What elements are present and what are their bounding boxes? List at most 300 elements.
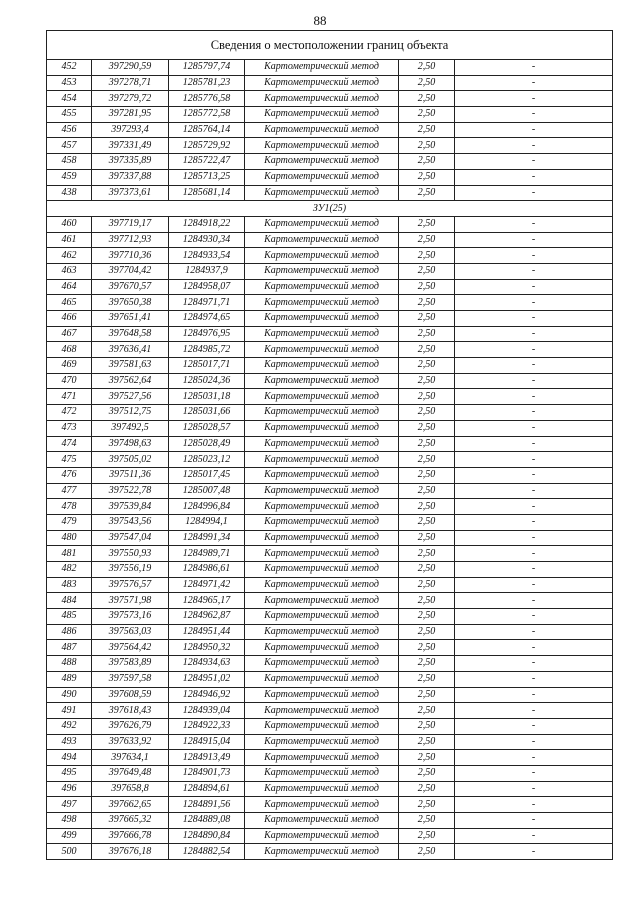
table-row <box>47 452 613 468</box>
point-number-cell: 489 <box>47 671 92 687</box>
y-coordinate-cell: 1285772,58 <box>169 107 245 123</box>
point-number-cell: 474 <box>47 436 92 452</box>
table-row <box>47 185 613 201</box>
point-number-cell: 487 <box>47 640 92 656</box>
method-cell: Картометрический метод <box>245 797 399 813</box>
method-cell: Картометрический метод <box>245 248 399 264</box>
accuracy-cell: 2,50 <box>399 295 455 311</box>
table-row <box>47 373 613 389</box>
accuracy-cell: 2,50 <box>399 562 455 578</box>
y-coordinate-cell: 1284989,71 <box>169 546 245 562</box>
point-number-cell: 481 <box>47 546 92 562</box>
description-cell: - <box>455 703 613 719</box>
method-cell: Картометрический метод <box>245 60 399 76</box>
method-cell: Картометрический метод <box>245 295 399 311</box>
y-coordinate-cell: 1285028,49 <box>169 436 245 452</box>
method-cell: Картометрический метод <box>245 499 399 515</box>
table-row <box>47 138 613 154</box>
y-coordinate-cell: 1284922,33 <box>169 718 245 734</box>
method-cell: Картометрический метод <box>245 813 399 829</box>
description-cell: - <box>455 624 613 640</box>
accuracy-cell: 2,50 <box>399 263 455 279</box>
description-cell: - <box>455 185 613 201</box>
method-cell: Картометрический метод <box>245 467 399 483</box>
point-number-cell: 477 <box>47 483 92 499</box>
accuracy-cell: 2,50 <box>399 452 455 468</box>
point-number-cell: 480 <box>47 530 92 546</box>
y-coordinate-cell: 1284891,56 <box>169 797 245 813</box>
point-number-cell: 454 <box>47 91 92 107</box>
y-coordinate-cell: 1284971,42 <box>169 577 245 593</box>
point-number-cell: 497 <box>47 797 92 813</box>
y-coordinate-cell: 1284951,44 <box>169 624 245 640</box>
description-cell: - <box>455 577 613 593</box>
accuracy-cell: 2,50 <box>399 185 455 201</box>
x-coordinate-cell: 397512,75 <box>92 405 169 421</box>
y-coordinate-cell: 1284915,04 <box>169 734 245 750</box>
y-coordinate-cell: 1285722,47 <box>169 154 245 170</box>
table-row <box>47 295 613 311</box>
x-coordinate-cell: 397556,19 <box>92 562 169 578</box>
description-cell: - <box>455 138 613 154</box>
table-row <box>47 624 613 640</box>
description-cell: - <box>455 232 613 248</box>
x-coordinate-cell: 397498,63 <box>92 436 169 452</box>
table-row <box>47 781 613 797</box>
y-coordinate-cell: 1284937,9 <box>169 263 245 279</box>
point-number-cell: 464 <box>47 279 92 295</box>
boundary-coordinates-table <box>46 30 613 860</box>
description-cell: - <box>455 530 613 546</box>
table-row <box>47 671 613 687</box>
point-number-cell: 471 <box>47 389 92 405</box>
point-number-cell: 483 <box>47 577 92 593</box>
x-coordinate-cell: 397281,95 <box>92 107 169 123</box>
table-row <box>47 797 613 813</box>
table-row <box>47 248 613 264</box>
x-coordinate-cell: 397651,41 <box>92 311 169 327</box>
y-coordinate-cell: 1284985,72 <box>169 342 245 358</box>
accuracy-cell: 2,50 <box>399 138 455 154</box>
accuracy-cell: 2,50 <box>399 169 455 185</box>
table-row <box>47 107 613 123</box>
x-coordinate-cell: 397626,79 <box>92 718 169 734</box>
x-coordinate-cell: 397550,93 <box>92 546 169 562</box>
y-coordinate-cell: 1284996,84 <box>169 499 245 515</box>
accuracy-cell: 2,50 <box>399 718 455 734</box>
x-coordinate-cell: 397662,65 <box>92 797 169 813</box>
table-row <box>47 342 613 358</box>
method-cell: Картометрический метод <box>245 530 399 546</box>
accuracy-cell: 2,50 <box>399 734 455 750</box>
method-cell: Картометрический метод <box>245 232 399 248</box>
y-coordinate-cell: 1285729,92 <box>169 138 245 154</box>
description-cell: - <box>455 813 613 829</box>
accuracy-cell: 2,50 <box>399 405 455 421</box>
x-coordinate-cell: 397278,71 <box>92 75 169 91</box>
x-coordinate-cell: 397658,8 <box>92 781 169 797</box>
y-coordinate-cell: 1285023,12 <box>169 452 245 468</box>
x-coordinate-cell: 397634,1 <box>92 750 169 766</box>
point-number-cell: 463 <box>47 263 92 279</box>
x-coordinate-cell: 397337,88 <box>92 169 169 185</box>
point-number-cell: 484 <box>47 593 92 609</box>
point-number-cell: 473 <box>47 420 92 436</box>
table-row <box>47 640 613 656</box>
table-row <box>47 405 613 421</box>
accuracy-cell: 2,50 <box>399 326 455 342</box>
section-label: ЗУ1(25) <box>47 201 613 217</box>
method-cell: Картометрический метод <box>245 624 399 640</box>
y-coordinate-cell: 1285024,36 <box>169 373 245 389</box>
table-row <box>47 593 613 609</box>
point-number-cell: 457 <box>47 138 92 154</box>
table-title-row <box>47 31 613 60</box>
method-cell: Картометрический метод <box>245 154 399 170</box>
x-coordinate-cell: 397573,16 <box>92 609 169 625</box>
x-coordinate-cell: 397522,78 <box>92 483 169 499</box>
accuracy-cell: 2,50 <box>399 813 455 829</box>
description-cell: - <box>455 420 613 436</box>
table-row <box>47 60 613 76</box>
method-cell: Картометрический метод <box>245 656 399 672</box>
page-number: 88 <box>313 13 327 28</box>
table-row <box>47 358 613 374</box>
table-row <box>47 687 613 703</box>
table-row <box>47 483 613 499</box>
x-coordinate-cell: 397562,64 <box>92 373 169 389</box>
table-row <box>47 326 613 342</box>
method-cell: Картометрический метод <box>245 342 399 358</box>
y-coordinate-cell: 1285017,45 <box>169 467 245 483</box>
x-coordinate-cell: 397597,58 <box>92 671 169 687</box>
y-coordinate-cell: 1285764,14 <box>169 122 245 138</box>
accuracy-cell: 2,50 <box>399 154 455 170</box>
point-number-cell: 456 <box>47 122 92 138</box>
x-coordinate-cell: 397335,89 <box>92 154 169 170</box>
method-cell: Картометрический метод <box>245 703 399 719</box>
table-row <box>47 609 613 625</box>
point-number-cell: 470 <box>47 373 92 389</box>
y-coordinate-cell: 1284890,84 <box>169 828 245 844</box>
description-cell: - <box>455 436 613 452</box>
y-coordinate-cell: 1285017,71 <box>169 358 245 374</box>
x-coordinate-cell: 397279,72 <box>92 91 169 107</box>
point-number-cell: 458 <box>47 154 92 170</box>
x-coordinate-cell: 397633,92 <box>92 734 169 750</box>
accuracy-cell: 2,50 <box>399 687 455 703</box>
x-coordinate-cell: 397563,03 <box>92 624 169 640</box>
method-cell: Картометрический метод <box>245 311 399 327</box>
table-row <box>47 734 613 750</box>
x-coordinate-cell: 397670,57 <box>92 279 169 295</box>
method-cell: Картометрический метод <box>245 122 399 138</box>
table-row <box>47 656 613 672</box>
accuracy-cell: 2,50 <box>399 577 455 593</box>
accuracy-cell: 2,50 <box>399 91 455 107</box>
y-coordinate-cell: 1284930,34 <box>169 232 245 248</box>
accuracy-cell: 2,50 <box>399 75 455 91</box>
point-number-cell: 469 <box>47 358 92 374</box>
accuracy-cell: 2,50 <box>399 828 455 844</box>
method-cell: Картометрический метод <box>245 514 399 530</box>
point-number-cell: 494 <box>47 750 92 766</box>
accuracy-cell: 2,50 <box>399 530 455 546</box>
accuracy-cell: 2,50 <box>399 609 455 625</box>
point-number-cell: 452 <box>47 60 92 76</box>
y-coordinate-cell: 1284918,22 <box>169 216 245 232</box>
table-title: Сведения о местоположении границ объекта <box>47 31 613 60</box>
description-cell: - <box>455 609 613 625</box>
y-coordinate-cell: 1285781,23 <box>169 75 245 91</box>
accuracy-cell: 2,50 <box>399 436 455 452</box>
y-coordinate-cell: 1284965,17 <box>169 593 245 609</box>
table-row <box>47 765 613 781</box>
y-coordinate-cell: 1284951,02 <box>169 671 245 687</box>
method-cell: Картометрический метод <box>245 373 399 389</box>
accuracy-cell: 2,50 <box>399 467 455 483</box>
table-row <box>47 216 613 232</box>
point-number-cell: 486 <box>47 624 92 640</box>
accuracy-cell: 2,50 <box>399 624 455 640</box>
point-number-cell: 482 <box>47 562 92 578</box>
x-coordinate-cell: 397583,89 <box>92 656 169 672</box>
point-number-cell: 488 <box>47 656 92 672</box>
section-header-row <box>47 201 613 217</box>
method-cell: Картометрический метод <box>245 75 399 91</box>
accuracy-cell: 2,50 <box>399 248 455 264</box>
point-number-cell: 492 <box>47 718 92 734</box>
table-row <box>47 467 613 483</box>
point-number-cell: 499 <box>47 828 92 844</box>
method-cell: Картометрический метод <box>245 185 399 201</box>
description-cell: - <box>455 154 613 170</box>
x-coordinate-cell: 397581,63 <box>92 358 169 374</box>
method-cell: Картометрический метод <box>245 765 399 781</box>
description-cell: - <box>455 311 613 327</box>
x-coordinate-cell: 397576,57 <box>92 577 169 593</box>
description-cell: - <box>455 216 613 232</box>
point-number-cell: 462 <box>47 248 92 264</box>
description-cell: - <box>455 342 613 358</box>
y-coordinate-cell: 1284913,49 <box>169 750 245 766</box>
table-row <box>47 828 613 844</box>
description-cell: - <box>455 452 613 468</box>
description-cell: - <box>455 279 613 295</box>
table-row <box>47 232 613 248</box>
point-number-cell: 475 <box>47 452 92 468</box>
method-cell: Картометрический метод <box>245 750 399 766</box>
y-coordinate-cell: 1285031,66 <box>169 405 245 421</box>
y-coordinate-cell: 1284901,73 <box>169 765 245 781</box>
table-row <box>47 577 613 593</box>
y-coordinate-cell: 1285681,14 <box>169 185 245 201</box>
point-number-cell: 478 <box>47 499 92 515</box>
point-number-cell: 479 <box>47 514 92 530</box>
method-cell: Картометрический метод <box>245 562 399 578</box>
accuracy-cell: 2,50 <box>399 750 455 766</box>
description-cell: - <box>455 389 613 405</box>
accuracy-cell: 2,50 <box>399 483 455 499</box>
description-cell: - <box>455 671 613 687</box>
y-coordinate-cell: 1285031,18 <box>169 389 245 405</box>
method-cell: Картометрический метод <box>245 609 399 625</box>
y-coordinate-cell: 1284991,34 <box>169 530 245 546</box>
y-coordinate-cell: 1284933,54 <box>169 248 245 264</box>
y-coordinate-cell: 1284934,63 <box>169 656 245 672</box>
x-coordinate-cell: 397618,43 <box>92 703 169 719</box>
table-row <box>47 499 613 515</box>
x-coordinate-cell: 397543,56 <box>92 514 169 530</box>
description-cell: - <box>455 687 613 703</box>
description-cell: - <box>455 514 613 530</box>
table-row <box>47 154 613 170</box>
x-coordinate-cell: 397636,41 <box>92 342 169 358</box>
x-coordinate-cell: 397547,04 <box>92 530 169 546</box>
description-cell: - <box>455 295 613 311</box>
point-number-cell: 468 <box>47 342 92 358</box>
point-number-cell: 453 <box>47 75 92 91</box>
accuracy-cell: 2,50 <box>399 389 455 405</box>
accuracy-cell: 2,50 <box>399 60 455 76</box>
y-coordinate-cell: 1284939,04 <box>169 703 245 719</box>
point-number-cell: 438 <box>47 185 92 201</box>
description-cell: - <box>455 765 613 781</box>
accuracy-cell: 2,50 <box>399 765 455 781</box>
x-coordinate-cell: 397608,59 <box>92 687 169 703</box>
x-coordinate-cell: 397290,59 <box>92 60 169 76</box>
description-cell: - <box>455 844 613 860</box>
table-row <box>47 718 613 734</box>
point-number-cell: 455 <box>47 107 92 123</box>
point-number-cell: 465 <box>47 295 92 311</box>
description-cell: - <box>455 107 613 123</box>
x-coordinate-cell: 397505,02 <box>92 452 169 468</box>
method-cell: Картометрический метод <box>245 844 399 860</box>
table-row <box>47 311 613 327</box>
accuracy-cell: 2,50 <box>399 122 455 138</box>
point-number-cell: 466 <box>47 311 92 327</box>
y-coordinate-cell: 1285028,57 <box>169 420 245 436</box>
accuracy-cell: 2,50 <box>399 107 455 123</box>
description-cell: - <box>455 562 613 578</box>
accuracy-cell: 2,50 <box>399 797 455 813</box>
accuracy-cell: 2,50 <box>399 420 455 436</box>
point-number-cell: 496 <box>47 781 92 797</box>
accuracy-cell: 2,50 <box>399 656 455 672</box>
x-coordinate-cell: 397710,36 <box>92 248 169 264</box>
y-coordinate-cell: 1285007,48 <box>169 483 245 499</box>
x-coordinate-cell: 397712,93 <box>92 232 169 248</box>
accuracy-cell: 2,50 <box>399 640 455 656</box>
description-cell: - <box>455 828 613 844</box>
point-number-cell: 495 <box>47 765 92 781</box>
table-row <box>47 279 613 295</box>
y-coordinate-cell: 1284974,65 <box>169 311 245 327</box>
table-row <box>47 436 613 452</box>
accuracy-cell: 2,50 <box>399 279 455 295</box>
accuracy-cell: 2,50 <box>399 514 455 530</box>
table-row <box>47 514 613 530</box>
description-cell: - <box>455 248 613 264</box>
table-row <box>47 122 613 138</box>
table-row <box>47 75 613 91</box>
accuracy-cell: 2,50 <box>399 546 455 562</box>
method-cell: Картометрический метод <box>245 405 399 421</box>
x-coordinate-cell: 397564,42 <box>92 640 169 656</box>
point-number-cell: 493 <box>47 734 92 750</box>
point-number-cell: 485 <box>47 609 92 625</box>
x-coordinate-cell: 397704,42 <box>92 263 169 279</box>
method-cell: Картометрический метод <box>245 671 399 687</box>
x-coordinate-cell: 397649,48 <box>92 765 169 781</box>
table-row <box>47 263 613 279</box>
x-coordinate-cell: 397511,36 <box>92 467 169 483</box>
table-row <box>47 169 613 185</box>
description-cell: - <box>455 373 613 389</box>
method-cell: Картометрический метод <box>245 326 399 342</box>
y-coordinate-cell: 1284958,07 <box>169 279 245 295</box>
description-cell: - <box>455 718 613 734</box>
accuracy-cell: 2,50 <box>399 671 455 687</box>
description-cell: - <box>455 122 613 138</box>
description-cell: - <box>455 483 613 499</box>
description-cell: - <box>455 467 613 483</box>
accuracy-cell: 2,50 <box>399 593 455 609</box>
description-cell: - <box>455 656 613 672</box>
y-coordinate-cell: 1284986,61 <box>169 562 245 578</box>
point-number-cell: 459 <box>47 169 92 185</box>
point-number-cell: 498 <box>47 813 92 829</box>
method-cell: Картометрический метод <box>245 420 399 436</box>
x-coordinate-cell: 397527,56 <box>92 389 169 405</box>
point-number-cell: 472 <box>47 405 92 421</box>
accuracy-cell: 2,50 <box>399 781 455 797</box>
accuracy-cell: 2,50 <box>399 358 455 374</box>
description-cell: - <box>455 91 613 107</box>
method-cell: Картометрический метод <box>245 389 399 405</box>
description-cell: - <box>455 797 613 813</box>
x-coordinate-cell: 397539,84 <box>92 499 169 515</box>
y-coordinate-cell: 1284950,32 <box>169 640 245 656</box>
description-cell: - <box>455 593 613 609</box>
method-cell: Картометрический метод <box>245 640 399 656</box>
x-coordinate-cell: 397648,58 <box>92 326 169 342</box>
y-coordinate-cell: 1284994,1 <box>169 514 245 530</box>
table-row <box>47 91 613 107</box>
method-cell: Картометрический метод <box>245 483 399 499</box>
method-cell: Картометрический метод <box>245 169 399 185</box>
accuracy-cell: 2,50 <box>399 373 455 389</box>
method-cell: Картометрический метод <box>245 452 399 468</box>
table-row <box>47 546 613 562</box>
method-cell: Картометрический метод <box>245 577 399 593</box>
x-coordinate-cell: 397665,32 <box>92 813 169 829</box>
x-coordinate-cell: 397676,18 <box>92 844 169 860</box>
point-number-cell: 490 <box>47 687 92 703</box>
description-cell: - <box>455 358 613 374</box>
accuracy-cell: 2,50 <box>399 216 455 232</box>
point-number-cell: 460 <box>47 216 92 232</box>
description-cell: - <box>455 499 613 515</box>
y-coordinate-cell: 1284894,61 <box>169 781 245 797</box>
point-number-cell: 476 <box>47 467 92 483</box>
x-coordinate-cell: 397719,17 <box>92 216 169 232</box>
description-cell: - <box>455 75 613 91</box>
accuracy-cell: 2,50 <box>399 342 455 358</box>
description-cell: - <box>455 405 613 421</box>
table-row <box>47 844 613 860</box>
